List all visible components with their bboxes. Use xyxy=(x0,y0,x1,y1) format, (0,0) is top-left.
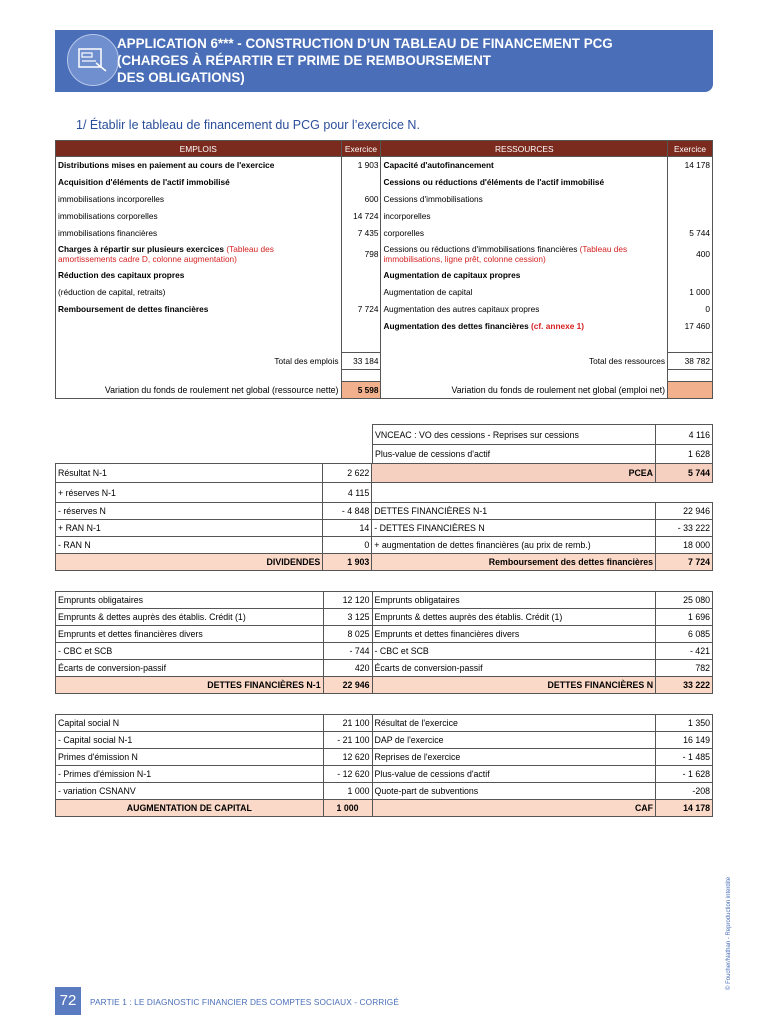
dettes-table xyxy=(55,591,713,694)
table-header xyxy=(56,141,713,157)
table-row: (réduction de capital, retraits) Augmentation de capital 1 000 xyxy=(56,284,713,301)
table-row: Acquisition d'éléments de l'actif immobilisé Cessions ou réductions d'éléments de l'actif immobilisé xyxy=(56,174,713,191)
cessions-table xyxy=(372,424,713,464)
dividendes-table xyxy=(55,463,713,571)
table-row: Distributions mises en paiement au cours de l'exercice 1 903 Capacité d'autofinancement 14 178 xyxy=(56,157,713,174)
table-row: - CBC et SCB - 744 - CBC et SCB - 421 xyxy=(56,643,713,660)
table-row: Emprunts & dettes auprès des établis. Crédit (1) 3 125 Emprunts & dettes auprès des établis. Crédit (1) 1 696 xyxy=(56,609,713,626)
sum-row: DETTES FINANCIÈRES N-1 22 946 DETTES FINANCIÈRES N 33 222 xyxy=(56,677,713,694)
sum-row: AUGMENTATION DE CAPITAL 1 000 CAF 14 178 xyxy=(56,800,713,817)
capital-caf-table xyxy=(55,714,713,817)
page-title: APPLICATION 6*** - CONSTRUCTION D’UN TABLEAU DE FINANCEMENT PCG (CHARGES À RÉPARTIR ET PRIME DE REMBOURSEMENT DES OBLIGATIONS) xyxy=(117,36,613,85)
table-row: - variation CSNANV 1 000 Quote-part de subventions -208 xyxy=(56,783,713,800)
table-row: Augmentation des dettes financières (cf. annexe 1) 17 460 xyxy=(56,318,713,335)
table-row: Emprunts obligataires 12 120 Emprunts obligataires 25 080 xyxy=(56,592,713,609)
document-icon xyxy=(67,34,119,86)
table-row: Primes d'émission N 12 620 Reprises de l'exercice - 1 485 xyxy=(56,749,713,766)
sum-row: DIVIDENDES 1 903 Remboursement des dettes financières 7 724 xyxy=(56,554,713,571)
total-row: Total des emplois 33 184 Total des ressources 38 782 xyxy=(56,353,713,370)
header-exercice: Exercice xyxy=(668,141,713,157)
variation-row: Variation du fonds de roulement net global (ressource nette) 5 598 Variation du fonds de roulement net global (emploi net) xyxy=(56,382,713,399)
table-row: Charges à répartir sur plusieurs exercices (Tableau des amortissements cadre D, colonne augmentation) 798 Cessions ou réductions d'immobilisations financières (Tableau des immobilisations, ligne prêt, colonne cession) 400 xyxy=(56,242,713,267)
financing-table xyxy=(55,140,713,399)
table-row: - réserves N - 4 848 DETTES FINANCIÈRES N-1 22 946 xyxy=(56,503,713,520)
header-ressources: RESSOURCES xyxy=(381,141,668,157)
table-row: Capital social N 21 100 Résultat de l'exercice 1 350 xyxy=(56,715,713,732)
table-row: - RAN N 0 + augmentation de dettes financières (au prix de remb.) 18 000 xyxy=(56,537,713,554)
table-row: Plus-value de cessions d'actif 1 628 xyxy=(373,445,713,464)
table-row: - Capital social N-1 - 21 100 DAP de l'exercice 16 149 xyxy=(56,732,713,749)
table-row: Emprunts et dettes financières divers 8 025 Emprunts et dettes financières divers 6 085 xyxy=(56,626,713,643)
table-row: + RAN N-1 14 - DETTES FINANCIÈRES N - 33 222 xyxy=(56,520,713,537)
header-exercice: Exercice xyxy=(341,141,381,157)
table-row: immobilisations financières 7 435 corporelles 5 744 xyxy=(56,225,713,242)
page-number: 72 xyxy=(55,987,81,1015)
footer-text: PARTIE 1 : LE DIAGNOSTIC FINANCIER DES COMPTES SOCIAUX - CORRIGÉ xyxy=(90,997,399,1007)
table-row: + réserves N-1 4 115 xyxy=(56,483,713,503)
title-banner xyxy=(55,30,713,92)
table-row: VNCEAC : VO des cessions - Reprises sur cessions 4 116 xyxy=(373,425,713,445)
section-subtitle: 1/ Établir le tableau de financement du PCG pour l’exercice N. xyxy=(76,118,420,132)
table-row: Remboursement de dettes financières 7 724 Augmentation des autres capitaux propres 0 xyxy=(56,301,713,318)
copyright-notice: © Foucher/Nathan - Reproduction interdite xyxy=(726,876,732,990)
header-emplois: EMPLOIS xyxy=(56,141,342,157)
table-row: Résultat N-1 2 622 PCEA 5 744 xyxy=(56,464,713,483)
table-row: immobilisations corporelles 14 724 incorporelles xyxy=(56,208,713,225)
table-row: immobilisations incorporelles 600 Cessions d'immobilisations xyxy=(56,191,713,208)
table-row: - Primes d'émission N-1 - 12 620 Plus-value de cessions d'actif - 1 628 xyxy=(56,766,713,783)
table-row: Réduction des capitaux propres Augmentation de capitaux propres xyxy=(56,267,713,284)
table-row: Écarts de conversion-passif 420 Écarts de conversion-passif 782 xyxy=(56,660,713,677)
